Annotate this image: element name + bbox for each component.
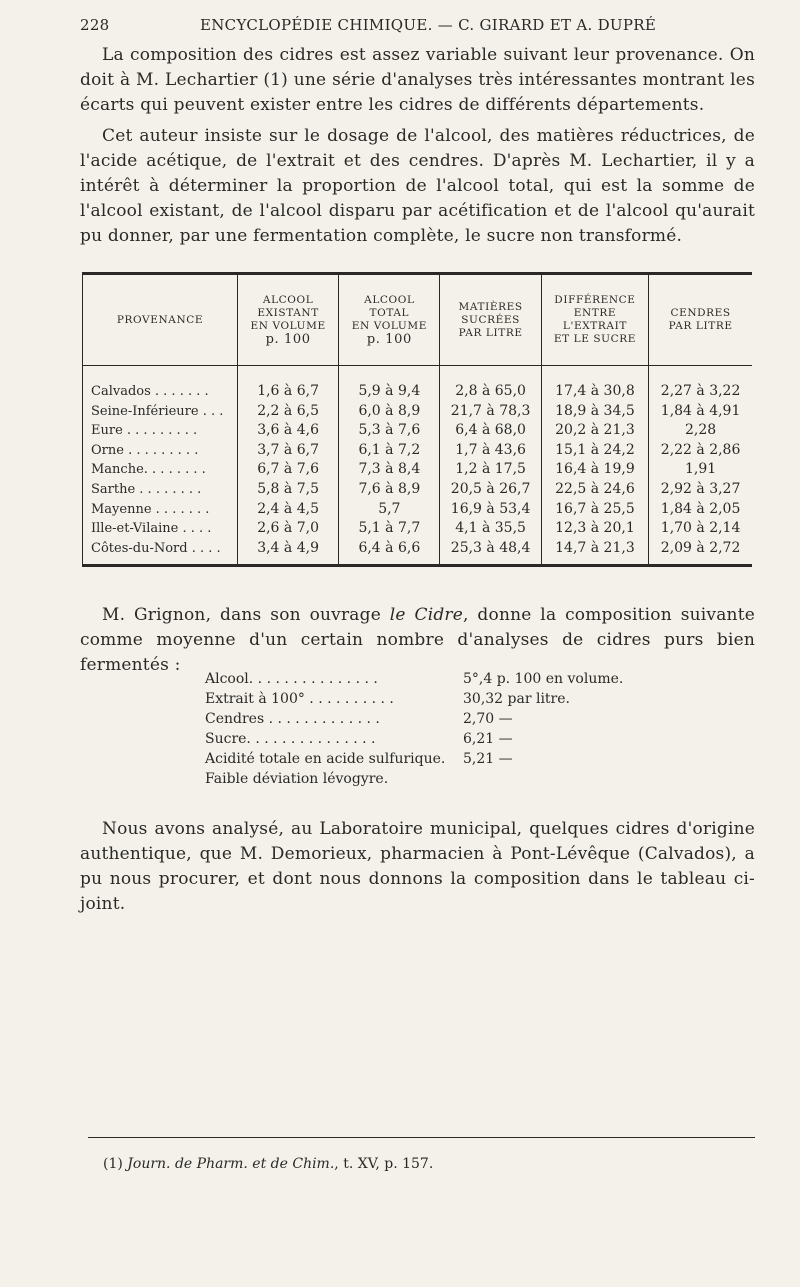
value-cell: 7,3 à 8,4 — [339, 460, 440, 480]
header-line: PAR LITRE — [458, 326, 523, 339]
composition-label: Extrait à 100° . . . . . . . . . . — [205, 691, 394, 707]
header-line: ALCOOL — [364, 293, 415, 306]
value-cell: 1,70 à 2,14 — [649, 519, 752, 539]
value-cell: 5,1 à 7,7 — [339, 519, 440, 539]
table-body — [83, 366, 753, 566]
provenance-cell: Manche. . . . . . . . — [91, 462, 206, 478]
value-cell: 2,28 — [649, 421, 752, 441]
composition-row — [205, 769, 685, 789]
table-header-cell — [237, 274, 338, 366]
header-line: L'EXTRAIT — [562, 320, 627, 332]
value-cell: 17,4 à 30,8 — [541, 382, 648, 402]
table-header-cell — [339, 274, 440, 366]
value-cell: 20,5 à 26,7 — [440, 480, 541, 500]
spacer-cell — [83, 366, 238, 383]
value-cell: 18,9 à 34,5 — [541, 402, 648, 422]
spacer-cell — [237, 366, 338, 383]
value-cell: 1,84 à 4,91 — [649, 402, 752, 422]
composition-value: 2,70 — — [463, 711, 513, 727]
composition-list — [205, 669, 685, 789]
composition-row — [205, 749, 685, 769]
value-cell: 5,8 à 7,5 — [237, 480, 338, 500]
footnote-marker: (1) — [103, 1156, 128, 1172]
header-line: p. 100 — [265, 331, 311, 347]
provenance-cell: Sarthe . . . . . . . . — [91, 481, 202, 497]
footnote-source: Journ. de Pharm. et de Chim. — [127, 1156, 335, 1172]
composition-value: 5,21 — — [463, 751, 513, 767]
provenance-cell: Ille-et-Vilaine . . . . — [91, 521, 212, 537]
table-header-row — [83, 274, 753, 366]
table-row — [83, 480, 753, 500]
composition-label: Acidité totale en acide sulfurique. — [205, 751, 446, 767]
table-spacer-row — [83, 366, 753, 383]
composition-value: 5°,4 p. 100 en volume. — [463, 671, 624, 687]
value-cell: 22,5 à 24,6 — [541, 480, 648, 500]
analysis-table-container — [82, 272, 752, 578]
table-row — [83, 382, 753, 402]
grignon-text-a: M. Grignon, dans son ouvrage — [102, 605, 390, 625]
header-line: EN VOLUME — [250, 319, 326, 332]
header-line: ET LE SUCRE — [553, 333, 637, 345]
spacer-cell — [649, 366, 752, 383]
table-row — [83, 460, 753, 480]
provenance-cell: Mayenne . . . . . . . — [91, 501, 210, 517]
header-line: p. 100 — [366, 331, 412, 347]
value-cell: 6,0 à 8,9 — [339, 402, 440, 422]
value-cell: 2,09 à 2,72 — [649, 539, 752, 566]
table-row — [83, 421, 753, 441]
grignon-text-b: , donne la composition suivante comme moyenne d'un certain nombre d'analyses de cidres purs bien fermentés : — [80, 605, 755, 675]
value-cell: 3,7 à 6,7 — [237, 441, 338, 461]
composition-label: Sucre. . . . . . . . . . . . . . . — [205, 731, 376, 747]
provenance-cell: Orne . . . . . . . . . — [91, 442, 199, 458]
value-cell: 5,7 — [339, 500, 440, 520]
composition-row — [205, 709, 685, 729]
header-line: EXISTANT — [257, 306, 319, 319]
header-line: SUCRÉES — [461, 313, 520, 326]
composition-row — [205, 689, 685, 709]
header-line: EN VOLUME — [351, 319, 427, 332]
value-cell: 1,91 — [649, 460, 752, 480]
header-line: CENDRES — [670, 307, 731, 319]
provenance-cell: Eure . . . . . . . . . — [91, 423, 198, 439]
value-cell: 2,4 à 4,5 — [237, 500, 338, 520]
header-line: DIFFÉRENCE — [554, 294, 636, 306]
value-cell: 1,7 à 43,6 — [440, 441, 541, 461]
spacer-cell — [339, 366, 440, 383]
value-cell: 6,4 à 6,6 — [339, 539, 440, 566]
value-cell: 7,6 à 8,9 — [339, 480, 440, 500]
value-cell: 16,4 à 19,9 — [541, 460, 648, 480]
value-cell: 16,9 à 53,4 — [440, 500, 541, 520]
header-line: ENTRE — [573, 307, 617, 319]
composition-value: 30,32 par litre. — [463, 691, 570, 707]
value-cell: 1,2 à 17,5 — [440, 460, 541, 480]
value-cell: 2,6 à 7,0 — [237, 519, 338, 539]
page-number: 228 — [80, 16, 110, 34]
value-cell: 1,84 à 2,05 — [649, 500, 752, 520]
composition-row — [205, 669, 685, 689]
table-row — [83, 519, 753, 539]
value-cell: 4,1 à 35,5 — [440, 519, 541, 539]
running-title: ENCYCLOPÉDIE CHIMIQUE. — C. GIRARD ET A. DUPRÉ — [200, 16, 657, 34]
provenance-cell: Côtes-du-Nord . . . . — [91, 540, 221, 556]
value-cell: 3,4 à 4,9 — [237, 539, 338, 566]
footnote — [103, 1156, 433, 1172]
value-cell: 20,2 à 21,3 — [541, 421, 648, 441]
composition-row — [205, 729, 685, 749]
provenance-cell: Seine-Inférieure . . . — [91, 403, 224, 419]
composition-label: Alcool. . . . . . . . . . . . . . . — [205, 671, 378, 687]
paragraph-intro: La composition des cidres est assez variable suivant leur provenance. On doit à M. Lechartier (1) une série d'analyses très intéressantes montrant les écarts qui peuvent exister entre les cidres de différents départements. — [80, 45, 755, 115]
value-cell: 16,7 à 25,5 — [541, 500, 648, 520]
table-header-cell — [649, 274, 752, 366]
spacer-cell — [541, 366, 648, 383]
table-row — [83, 402, 753, 422]
paragraph-grignon — [80, 603, 755, 678]
table-row — [83, 500, 753, 520]
header-line: PAR LITRE — [668, 320, 733, 332]
provenance-cell: Calvados . . . . . . . — [91, 384, 209, 399]
value-cell: 2,27 à 3,22 — [649, 382, 752, 402]
footnote-rule — [88, 1137, 755, 1138]
value-cell: 14,7 à 21,3 — [541, 539, 648, 566]
value-cell: 2,22 à 2,86 — [649, 441, 752, 461]
table-header-cell — [440, 274, 541, 366]
value-cell: 21,7 à 78,3 — [440, 402, 541, 422]
value-cell: 3,6 à 4,6 — [237, 421, 338, 441]
spacer-cell — [440, 366, 541, 383]
paragraph-lechartier: Cet auteur insiste sur le dosage de l'alcool, des matières réductrices, de l'acide acétique, de l'extrait et des cendres. D'après M. Lechartier, il y a intérêt à déterminer la proportion de l'alcool total, qui est la somme de l'alcool existant, de l'alcool disparu par acétification et de l'alcool qu'aurait pu donner, par une fermentation complète, le sucre non transformé. — [80, 126, 755, 246]
value-cell: 25,3 à 48,4 — [440, 539, 541, 566]
paragraph-laboratory: Nous avons analysé, au Laboratoire municipal, quelques cidres d'origine authentique, que M. Demorieux, pharmacien à Pont-Lévêque (Calvados), a pu nous procurer, et dont nous donnons la composition dans le tableau ci-joint. — [80, 819, 755, 914]
header-line: ALCOOL — [262, 293, 314, 306]
value-cell: 2,8 à 65,0 — [440, 382, 541, 402]
header-line: TOTAL — [369, 306, 410, 319]
header-line: MATIÈRES — [458, 300, 523, 313]
value-cell: 6,4 à 68,0 — [440, 421, 541, 441]
composition-label: Cendres . . . . . . . . . . . . . — [205, 711, 380, 727]
table-row — [83, 441, 753, 461]
value-cell: 1,6 à 6,7 — [237, 382, 338, 402]
table-header-cell — [83, 274, 238, 366]
value-cell: 2,2 à 6,5 — [237, 402, 338, 422]
value-cell: 15,1 à 24,2 — [541, 441, 648, 461]
composition-value: 6,21 — — [463, 731, 513, 747]
composition-label: Faible déviation lévogyre. — [205, 771, 389, 787]
cider-analysis-table — [82, 272, 752, 567]
value-cell: 2,92 à 3,27 — [649, 480, 752, 500]
footnote-rest: , t. XV, p. 157. — [334, 1156, 434, 1172]
table-header-cell — [541, 274, 648, 366]
table-row — [83, 539, 753, 566]
book-title: le Cidre — [389, 605, 464, 625]
header-line: PROVENANCE — [116, 313, 204, 326]
value-cell: 6,7 à 7,6 — [237, 460, 338, 480]
value-cell: 5,9 à 9,4 — [339, 382, 440, 402]
value-cell: 6,1 à 7,2 — [339, 441, 440, 461]
value-cell: 5,3 à 7,6 — [339, 421, 440, 441]
value-cell: 12,3 à 20,1 — [541, 519, 648, 539]
